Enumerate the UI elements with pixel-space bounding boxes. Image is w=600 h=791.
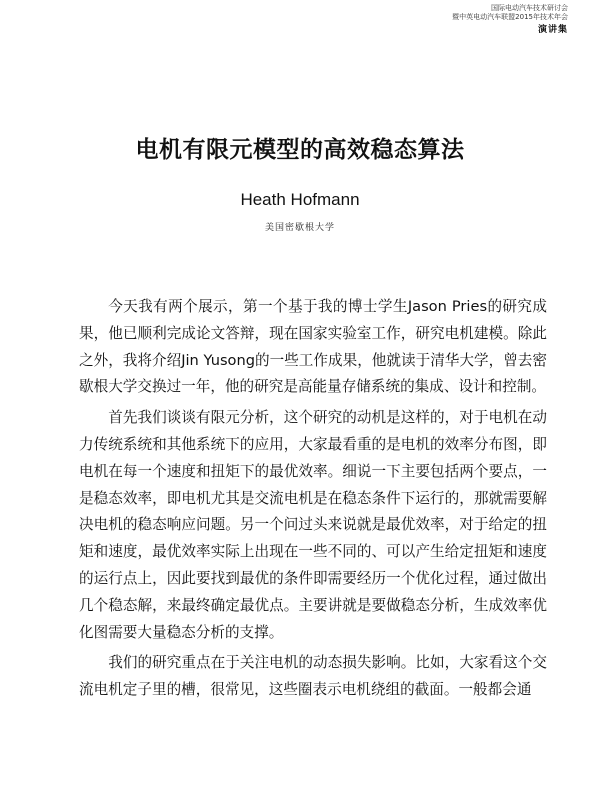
body-text [79,294,547,708]
header-collection-label: 演讲集 [537,25,568,35]
body-paragraph: 今天我有两个展示，第一个基于我的博士学生Jason Pries的研究成果，他已顺利完成论文答辩，现在国家实验室工作，研究电机建模。除此之外，我将介绍Jin Yusong的一些工作成果，他就读于清华大学，曾去密歇根大学交换过一年，他的研究是高能量存储系统的集成、设计和控制。 [79,298,547,396]
header-conference-name: 国际电动汽车技术研讨会 [491,4,568,12]
paper-title: 电机有限元模型的高效稳态算法 [135,137,465,163]
body-paragraph: 首先我们谈谈有限元分析，这个研究的动机是这样的，对于电机在动力传统系统和其他系统下的应用，大家最看重的是电机的效率分布图，即电机在每一个速度和扭矩下的最优效率。细说一下主要包括两个要点，一是稳态效率，即电机尤其是交流电机是在稳态条件下运行的，那就需要解决电机的稳态响应问题。另一个问过头来说就是最优效率，对于给定的扭矩和速度，最优效率实际上出现在一些不同的、可以产生给定扭矩和速度的运行点上，因此要找到最优的条件即需要经历一个优化过程，通过做出几个稳态解，来最终确定最优点。主要讲就是要做稳态分析，生成效率优化图需要大量稳态分析的支撑。 [79,409,547,641]
body-paragraph: 我们的研究重点在于关注电机的动态损失影响。比如，大家看这个交流电机定子里的槽，很常见，这些圈表示电机绕组的截面。一般都会通 [79,654,547,699]
author-name: Heath Hofmann [240,190,360,209]
header-annual-meeting: 暨中英电动汽车联盟2015年技术年会 [452,13,568,21]
author-affiliation: 美国密歇根大学 [264,223,335,233]
proceedings-header [452,4,568,37]
